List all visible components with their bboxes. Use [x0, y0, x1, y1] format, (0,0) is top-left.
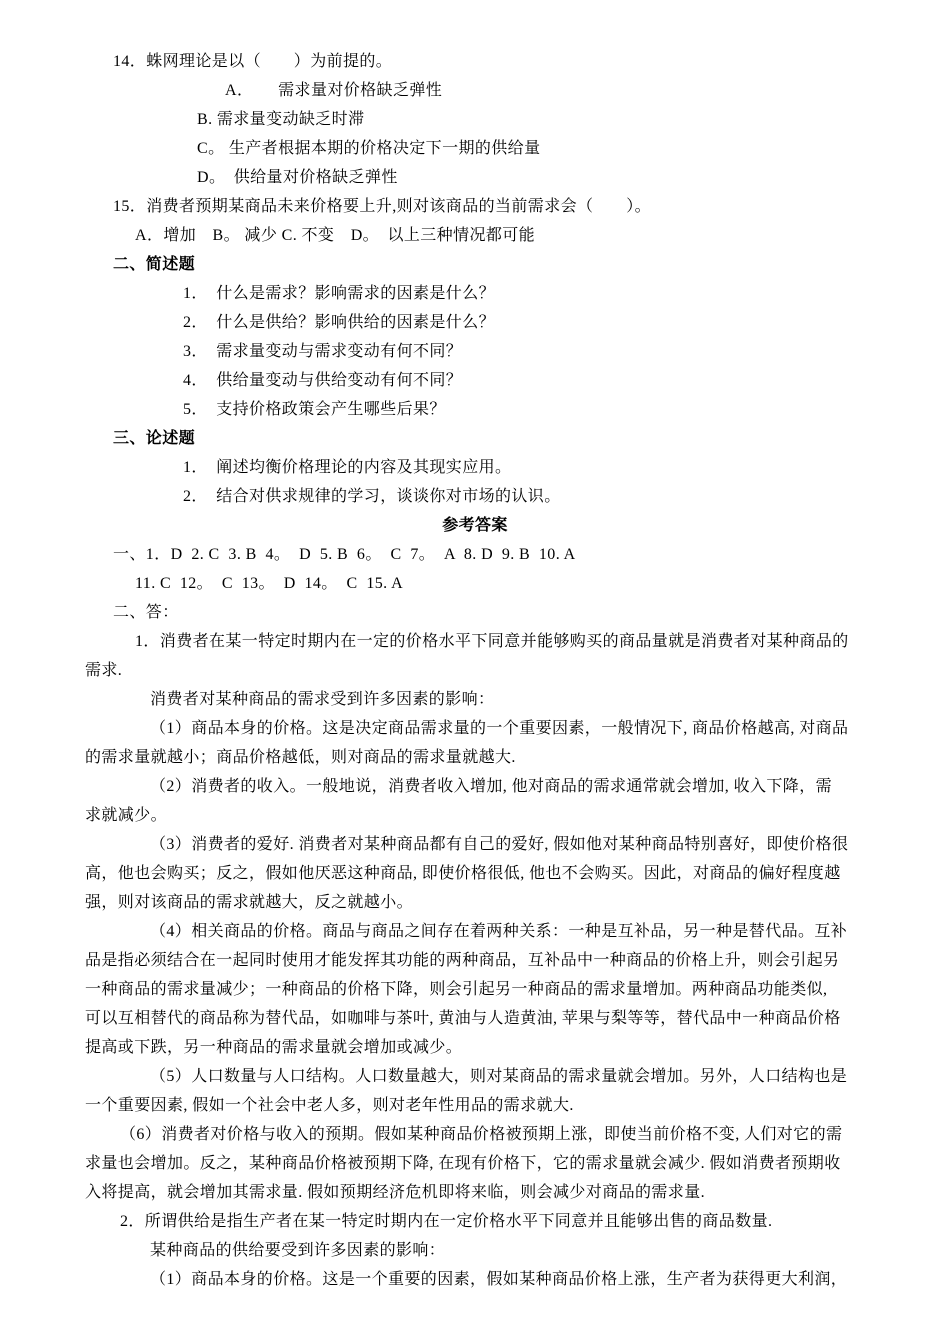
- text-line: 14．蛛网理论是以（ ）为前提的。: [113, 53, 393, 70]
- text-line: 二、答：: [113, 604, 179, 621]
- text-line: （6）消费者对价格与收入的预期。假如某种商品价格被预期上涨，即使当前价格不变, 人们对它的需: [120, 1126, 843, 1143]
- text-line: 入将提高，就会增加其需求量. 假如预期经济危机即将来临，则会减少对商品的需求量.: [85, 1184, 706, 1201]
- text-line: 参考答案: [442, 517, 508, 534]
- text-line: 1． 什么是需求？影响需求的因素是什么？: [183, 285, 496, 302]
- text-line: 一个重要因素, 假如一个社会中老人多，则对老年性用品的需求就大.: [85, 1097, 574, 1114]
- text-line: 求就减少。: [85, 807, 168, 824]
- text-line: （3）消费者的爱好. 消费者对某种商品都有自己的爱好, 假如他对某种商品特别喜好，即使价格很: [150, 836, 849, 853]
- text-line: 需求.: [85, 662, 123, 679]
- text-line: （5）人口数量与人口结构。人口数量越大，则对某商品的需求量就会增加。另外，人口结构也是: [150, 1068, 848, 1085]
- text-line: A． 需求量对价格缺乏弹性: [225, 82, 443, 99]
- text-line: （2）消费者的收入。一般地说，消费者收入增加, 他对商品的需求通常就会增加, 收入下降，需: [150, 778, 833, 795]
- text-line: （4）相关商品的价格。商品与商品之间存在着两种关系：一种是互补品，另一种是替代品。互补: [150, 923, 848, 940]
- text-line: （1）商品本身的价格。这是决定商品需求量的一个重要因素，一般情况下, 商品价格越高, 对商品: [150, 720, 849, 737]
- text-line: 三、论述题: [113, 430, 196, 447]
- text-line: 2． 什么是供给？影响供给的因素是什么？: [183, 314, 496, 331]
- text-line: C。 生产者根据本期的价格决定下一期的供给量: [197, 140, 541, 157]
- text-line: 2．所谓供给是指生产者在某一特定时期内在一定价格水平下同意并且能够出售的商品数量.: [120, 1213, 773, 1230]
- text-line: 消费者对某种商品的需求受到许多因素的影响：: [150, 691, 495, 708]
- text-line: 的需求量就越小；商品价格越低，则对商品的需求量就越大.: [85, 749, 516, 766]
- text-line: D。 供给量对价格缺乏弹性: [197, 169, 398, 186]
- text-line: 高，他也会购买；反之，假如他厌恶这种商品, 即使价格很低, 他也不会购买。因此，对商品的偏好程度越: [85, 865, 841, 882]
- text-line: 强，则对该商品的需求就越大，反之就越小。: [85, 894, 414, 911]
- text-line: 1．消费者在某一特定时期内在一定的价格水平下同意并能够购买的商品量就是消费者对某种商品的: [135, 633, 849, 650]
- text-line: 4． 供给量变动与供给变动有何不同？: [183, 372, 463, 389]
- text-line: 提高或下跌，另一种商品的需求量就会增加或减少。: [85, 1039, 463, 1056]
- text-line: 二、简述题: [113, 256, 196, 273]
- text-line: 一种商品的需求量减少；一种商品的价格下降，则会引起另一种商品的需求量增加。两种商品功能类似,: [85, 981, 828, 998]
- text-line: 1． 阐述均衡价格理论的内容及其现实应用。: [183, 459, 512, 476]
- text-line: 5． 支持价格政策会产生哪些后果？: [183, 401, 446, 418]
- text-line: 11. C 12。 C 13。 D 14。 C 15. A: [135, 575, 404, 592]
- text-line: 求量也会增加。反之，某种商品价格被预期下降, 在现有价格下，它的需求量就会减少. 假如消费者预期收: [85, 1155, 841, 1172]
- text-line: （1）商品本身的价格。这是一个重要的因素，假如某种商品价格上涨，生产者为获得更大利润，: [150, 1271, 848, 1288]
- text-line: 3． 需求量变动与需求变动有何不同？: [183, 343, 463, 360]
- text-line: 某种商品的供给要受到许多因素的影响：: [150, 1242, 446, 1259]
- text-line: 2． 结合对供求规律的学习，谈谈你对市场的认识。: [183, 488, 561, 505]
- text-line: 品是指必须结合在一起同时使用才能发挥其功能的两种商品，互补品中一种商品的价格上升，则会引起另: [85, 952, 840, 969]
- text-line: 15．消费者预期某商品未来价格要上升,则对该商品的当前需求会（ ）。: [113, 198, 652, 215]
- text-line: A．增加 B。 减少 C. 不变 D。 以上三种情况都可能: [135, 227, 536, 244]
- text-line: 可以互相替代的商品称为替代品，如咖啡与茶叶, 黄油与人造黄油, 苹果与梨等等，替代品中一种商品价格: [85, 1010, 841, 1027]
- text-line: 一、1．D 2. C 3. B 4。 D 5. B 6。 C 7。 A 8. D 9. B 10. A: [113, 546, 576, 563]
- text-line: B. 需求量变动缺乏时滞: [197, 111, 365, 128]
